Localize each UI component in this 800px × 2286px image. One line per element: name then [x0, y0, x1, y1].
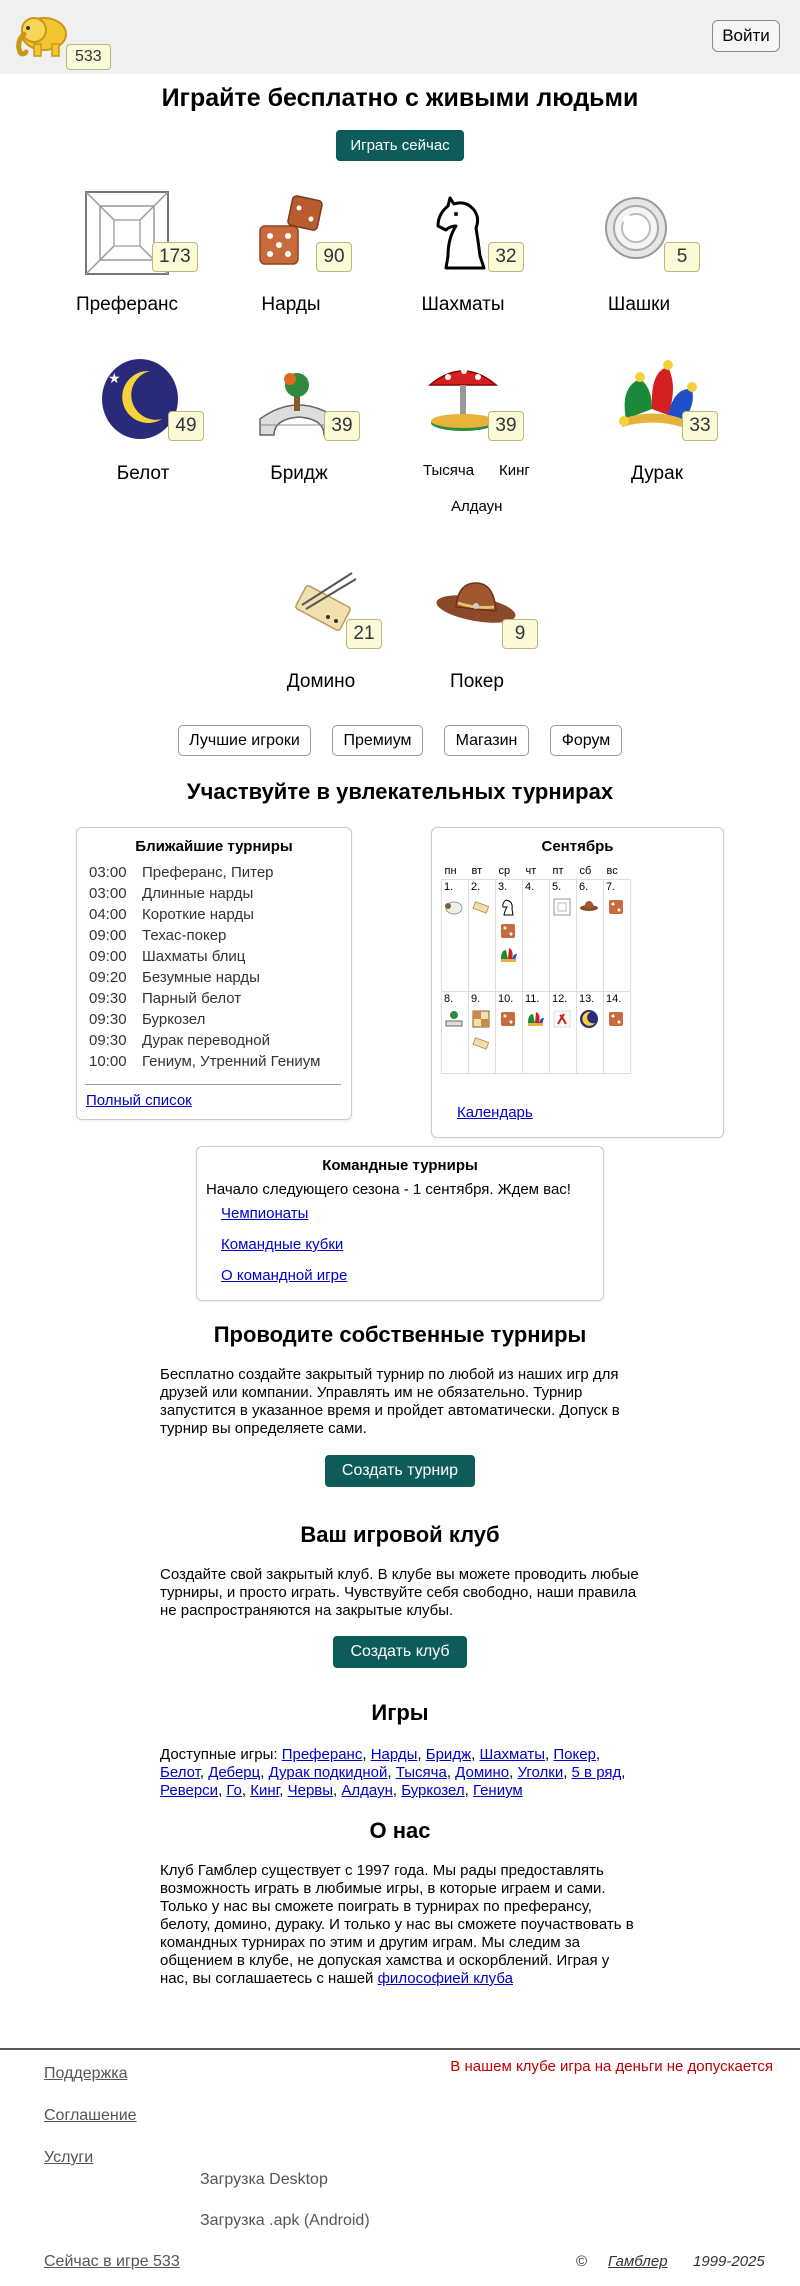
about-team-game-link[interactable]: О командной игре: [221, 1267, 348, 1284]
game-link[interactable]: Бридж: [425, 1746, 472, 1763]
calendar-panel: [431, 827, 724, 1138]
tournament-row[interactable]: 09:00 Шахматы блиц: [89, 948, 246, 965]
jester-hat-icon[interactable]: [525, 1009, 545, 1029]
game-player-count: 33: [682, 411, 718, 441]
domino-icon[interactable]: [471, 1033, 491, 1053]
game-link[interactable]: Буркозел: [401, 1782, 465, 1799]
game-link[interactable]: Алдаун: [341, 1782, 393, 1799]
game-tile-belote[interactable]: [68, 357, 218, 497]
game-link[interactable]: Реверси: [160, 1782, 219, 1799]
club-heading: Ваш игровой клуб: [300, 1522, 500, 1547]
calendar-day[interactable]: 13.: [577, 991, 604, 1073]
preference-icon[interactable]: [552, 897, 572, 917]
tournament-row[interactable]: 09:00 Техас-покер: [89, 927, 227, 944]
dice-icon[interactable]: [606, 897, 626, 917]
tournament-row[interactable]: 10:00 Гениум, Утренний Гениум: [89, 1053, 321, 1070]
game-label: Бридж: [270, 463, 328, 484]
tournament-row[interactable]: 04:00 Короткие нарды: [89, 906, 254, 923]
nearest-tournaments-title: Ближайшие турниры: [135, 838, 293, 855]
weekday-label: вс: [606, 864, 618, 877]
game-link[interactable]: Гениум: [472, 1782, 523, 1799]
calendar-day[interactable]: 9.: [469, 991, 496, 1073]
now-playing-link[interactable]: Сейчас в игре 533: [44, 2253, 180, 2270]
game-tile-durak[interactable]: [582, 357, 732, 497]
team-cups-link[interactable]: Командные кубки: [221, 1236, 344, 1253]
chess-knight-icon[interactable]: [498, 897, 518, 917]
weekday-label: пт: [552, 864, 564, 877]
team-tournaments-panel: [196, 1146, 604, 1301]
cowboy-hat-icon[interactable]: [579, 897, 599, 917]
calendar-day[interactable]: 14.: [604, 991, 631, 1073]
game-link[interactable]: Дурак подкидной: [268, 1764, 388, 1781]
calendar-grid: [441, 863, 631, 1074]
game-tile-backgammon[interactable]: [216, 188, 366, 328]
games-heading: Игры: [371, 1700, 429, 1725]
calendar-day[interactable]: 2.: [469, 879, 496, 991]
game-label: Покер: [450, 671, 504, 692]
game-player-count: 32: [488, 242, 524, 272]
championships-link[interactable]: Чемпионаты: [221, 1205, 309, 1222]
play-now-button[interactable]: Играть сейчас: [336, 130, 464, 161]
about-heading: О нас: [369, 1818, 431, 1843]
forum-button[interactable]: Форум: [550, 725, 622, 756]
game-tile-chess[interactable]: [388, 188, 538, 328]
game-link-aldown[interactable]: Алдаун: [451, 498, 503, 515]
calendar-day[interactable]: 10.: [496, 991, 523, 1073]
weekday-label: чт: [525, 864, 537, 877]
online-count-badge: 533: [66, 44, 111, 70]
elephant-logo-icon[interactable]: [12, 8, 72, 60]
game-link[interactable]: 5 в ряд: [571, 1764, 622, 1781]
bridge-icon[interactable]: [444, 1009, 464, 1029]
game-player-count: 9: [502, 619, 538, 649]
calendar-day[interactable]: 1.: [442, 879, 469, 991]
game-link[interactable]: Шахматы: [479, 1746, 546, 1763]
calendar-day[interactable]: 8.: [442, 991, 469, 1073]
weekday-label: пн: [444, 864, 457, 877]
domino-icon[interactable]: [471, 897, 491, 917]
calendar-day[interactable]: 4.: [523, 879, 550, 991]
agreement-link[interactable]: Соглашение: [44, 2107, 137, 2124]
own-tournaments-heading: Проводите собственные турниры: [213, 1322, 587, 1347]
support-link[interactable]: Поддержка: [44, 2065, 128, 2082]
game-tile-bridge[interactable]: [224, 357, 374, 497]
copyright-years: 1999-2025: [693, 2253, 765, 2270]
game-tile-preference[interactable]: [52, 188, 202, 328]
tournament-row[interactable]: 09:30 Парный белот: [89, 990, 242, 1007]
moon-icon[interactable]: [579, 1009, 599, 1029]
game-tile-checkers[interactable]: [564, 188, 714, 328]
weekday-label: сб: [579, 864, 592, 877]
team-tournaments-title: Командные турниры: [322, 1157, 478, 1174]
weekday-label: вт: [471, 864, 483, 877]
create-tournament-button[interactable]: Создать турнир: [325, 1455, 475, 1487]
tournament-row[interactable]: 09:30 Буркозел: [89, 1011, 206, 1028]
shop-button[interactable]: Магазин: [444, 725, 529, 756]
download-desktop-link[interactable]: Загрузка Desktop: [200, 2171, 328, 2188]
calendar-day[interactable]: 7.: [604, 879, 631, 991]
tournament-row[interactable]: 03:00 Преферанс, Питер: [89, 864, 274, 881]
no-money-warning: В нашем клубе игра на деньги не допускается: [450, 2058, 773, 2075]
services-link[interactable]: Услуги: [44, 2149, 94, 2166]
game-link[interactable]: Кинг: [250, 1782, 280, 1799]
calendar-day[interactable]: 6.: [577, 879, 604, 991]
tournament-row[interactable]: 09:20 Безумные нарды: [89, 969, 260, 986]
game-link[interactable]: Белот: [160, 1764, 200, 1781]
page-title: Играйте бесплатно с живыми людьми: [161, 84, 639, 112]
tournaments-heading: Участвуйте в увлекательных турнирах: [186, 779, 614, 804]
games-list-text: Доступные игры: Преферанс, Нарды, Бридж, Шахматы, Покер, Белот, Деберц, Дурак подкидной, Тысяча, Домино, Уголки, 5 в ряд, Реверси, Го, Кинг, Червы, Алдаун, Буркозел, Гениум: [160, 1746, 626, 1799]
dice-icon[interactable]: [498, 921, 518, 941]
game-player-count: 90: [316, 242, 352, 272]
team-season-text: Начало следующего сезона - 1 сентября. Ждем вас!: [206, 1181, 571, 1198]
game-player-count: 21: [346, 619, 382, 649]
game-label: Домино: [286, 671, 356, 692]
weekday-label: ср: [498, 864, 511, 877]
dice-icon[interactable]: [606, 1009, 626, 1029]
calendar-day[interactable]: 5.: [550, 879, 577, 991]
calendar-link[interactable]: Календарь: [457, 1104, 533, 1121]
tournament-row[interactable]: 09:30 Дурак переводной: [89, 1032, 270, 1049]
game-label: Шахматы: [421, 294, 505, 315]
nearest-tournaments-panel: [76, 827, 352, 1120]
game-label: Дурак: [630, 463, 684, 484]
game-link[interactable]: Покер: [553, 1746, 596, 1763]
game-tile-domino[interactable]: [246, 565, 396, 705]
game-label: Нарды: [261, 294, 321, 315]
game-tile-poker[interactable]: [402, 565, 552, 705]
game-label: Белот: [116, 463, 170, 484]
jester-hat-icon[interactable]: [498, 945, 518, 965]
game-link[interactable]: Червы: [287, 1782, 334, 1799]
svg-text:★: ★: [108, 371, 121, 387]
game-link[interactable]: Го: [226, 1782, 242, 1799]
game-link-thousand[interactable]: Тысяча: [423, 462, 475, 479]
game-player-count: 49: [168, 411, 204, 441]
game-link[interactable]: Нарды: [370, 1746, 418, 1763]
tournament-row[interactable]: 03:00 Длинные нарды: [89, 885, 254, 902]
premium-button[interactable]: Премиум: [332, 725, 423, 756]
download-apk-link[interactable]: Загрузка .apk (Android): [200, 2212, 370, 2229]
calendar-day[interactable]: 3.: [496, 879, 523, 991]
own-tournaments-text: Бесплатно создайте закрытый турнир по любой из наших игр для друзей или компании. Управлять им не обязательно. Турнир запустится в указанное время и пройдет автоматически. Допуск в турнир вы определяете сами.: [160, 1366, 620, 1437]
calendar-day[interactable]: 11.: [523, 991, 550, 1073]
game-label: Шашки: [607, 294, 671, 315]
footer-divider: [0, 2048, 800, 2050]
game-player-count: 39: [324, 411, 360, 441]
game-link[interactable]: Уголки: [517, 1764, 564, 1781]
create-club-button[interactable]: Создать клуб: [333, 1636, 467, 1668]
divider: [85, 1084, 341, 1085]
club-philosophy-link[interactable]: философией клуба: [377, 1970, 513, 1987]
best-players-button[interactable]: Лучшие игроки: [178, 725, 311, 756]
dice-icon[interactable]: [498, 1009, 518, 1029]
game-player-count: 5: [664, 242, 700, 272]
game-link[interactable]: Деберц: [208, 1764, 261, 1781]
login-button[interactable]: Войти: [712, 20, 780, 52]
brand-link[interactable]: Гамблер: [608, 2253, 668, 2270]
calendar-day[interactable]: 12.: [550, 991, 577, 1073]
club-text: Создайте свой закрытый клуб. В клубе вы можете проводить любые турниры, и просто играть. Чувствуйте себя свободно, наши правила не распространяются на закрытые клубы.: [160, 1566, 639, 1619]
game-link[interactable]: Тысяча: [395, 1764, 447, 1781]
game-player-count: 39: [488, 411, 524, 441]
game-link[interactable]: Домино: [455, 1764, 510, 1781]
game-label: Преферанс: [75, 294, 179, 315]
game-link-king[interactable]: Кинг: [499, 462, 530, 479]
game-player-count: 173: [152, 242, 198, 272]
checkerboard-icon[interactable]: [471, 1009, 491, 1029]
full-list-link[interactable]: Полный список: [86, 1092, 192, 1109]
about-text: Клуб Гамблер существует с 1997 года. Мы рады предоставлять возможность играть в любимые игры, в которые играем и сами. Только у нас вы сможете поиграть в турнирах по преферансу, белоту, домино, дураку. И только у нас вы сможете поучаствовать в командных турнирах по этим и другим играм. Мы следим за общением в клубе, не допуская хамства и оскорблений. Играя у нас, вы соглашаетесь с нашей философией клуба: [160, 1862, 634, 1987]
copyright-sign: ©: [576, 2253, 588, 2270]
reindeer-icon[interactable]: [552, 1009, 572, 1029]
sheep-icon[interactable]: [444, 897, 464, 917]
top-bar: [0, 0, 800, 74]
calendar-month-title: Сентябрь: [541, 838, 614, 855]
game-link[interactable]: Преферанс: [281, 1746, 363, 1763]
